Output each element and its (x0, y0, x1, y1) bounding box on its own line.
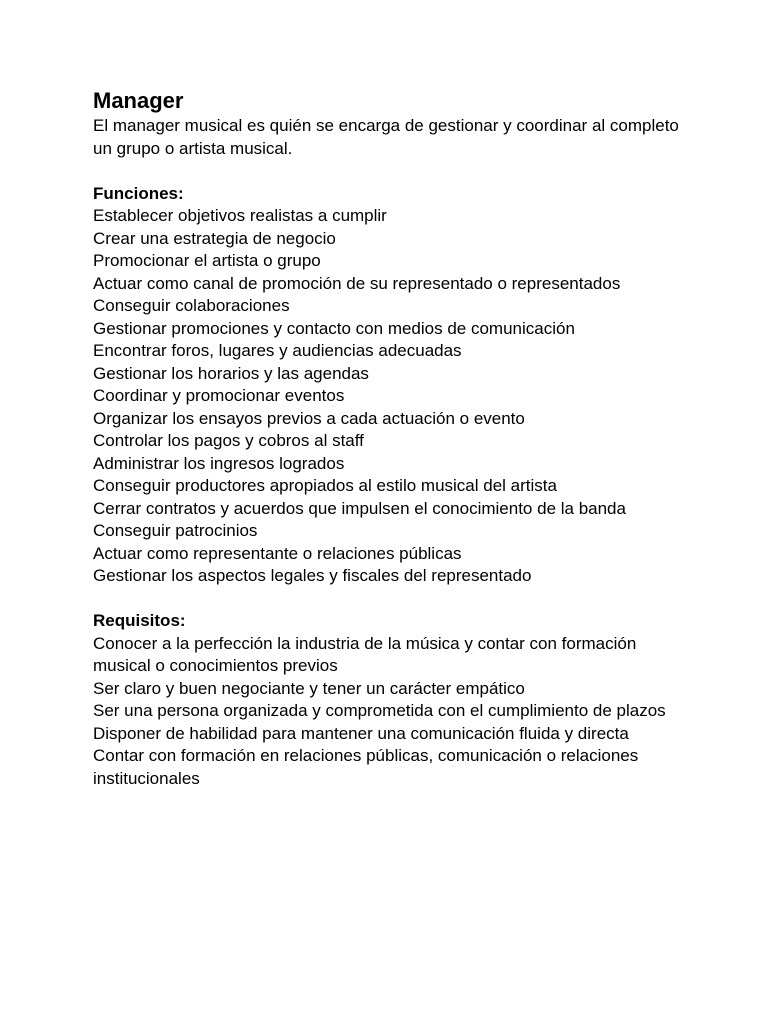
function-item: Promocionar el artista o grupo (93, 251, 321, 270)
requirements-heading: Requisitos: (93, 611, 186, 630)
function-item: Coordinar y promocionar eventos (93, 386, 345, 405)
functions-list (93, 205, 693, 588)
function-item: Gestionar los aspectos legales y fiscales del representado (93, 566, 532, 585)
function-item: Conseguir colaboraciones (93, 296, 290, 315)
requirement-item: Ser claro y buen negociante y tener un carácter empático (93, 678, 525, 698)
requirement-item: Contar con formación en relaciones públicas, comunicación o relaciones institucionales (93, 746, 639, 788)
requirements-list (93, 633, 693, 791)
function-item: Establecer objetivos realistas a cumplir (93, 206, 387, 225)
requirement-item: Disponer de habilidad para mantener una comunicación fluida y directa (93, 723, 629, 743)
function-item: Actuar como representante o relaciones públicas (93, 543, 462, 563)
document-page (93, 86, 693, 790)
function-item: Gestionar los horarios y las agendas (93, 363, 369, 383)
function-item: Controlar los pagos y cobros al staff (93, 431, 364, 450)
function-item: Gestionar promociones y contacto con medios de comunicación (93, 318, 575, 338)
intro-paragraph: El manager musical es quién se encarga de gestionar y coordinar al completo un grupo o artista musical. (93, 116, 679, 158)
functions-heading: Funciones: (93, 183, 184, 203)
document-title: Manager (93, 88, 184, 113)
function-item: Organizar los ensayos previos a cada actuación o evento (93, 408, 525, 428)
function-item: Conseguir productores apropiados al estilo musical del artista (93, 476, 557, 495)
function-item: Conseguir patrocinios (93, 521, 258, 540)
function-item: Actuar como canal de promoción de su representado o representados (93, 273, 621, 293)
requirement-item: Conocer a la perfección la industria de la música y contar con formación musical o conocimientos previos (93, 633, 637, 675)
function-item: Cerrar contratos y acuerdos que impulsen el conocimiento de la banda (93, 498, 626, 518)
function-item: Crear una estrategia de negocio (93, 228, 336, 248)
function-item: Encontrar foros, lugares y audiencias adecuadas (93, 341, 462, 360)
function-item: Administrar los ingresos logrados (93, 453, 345, 473)
requirement-item: Ser una persona organizada y comprometida con el cumplimiento de plazos (93, 701, 666, 720)
